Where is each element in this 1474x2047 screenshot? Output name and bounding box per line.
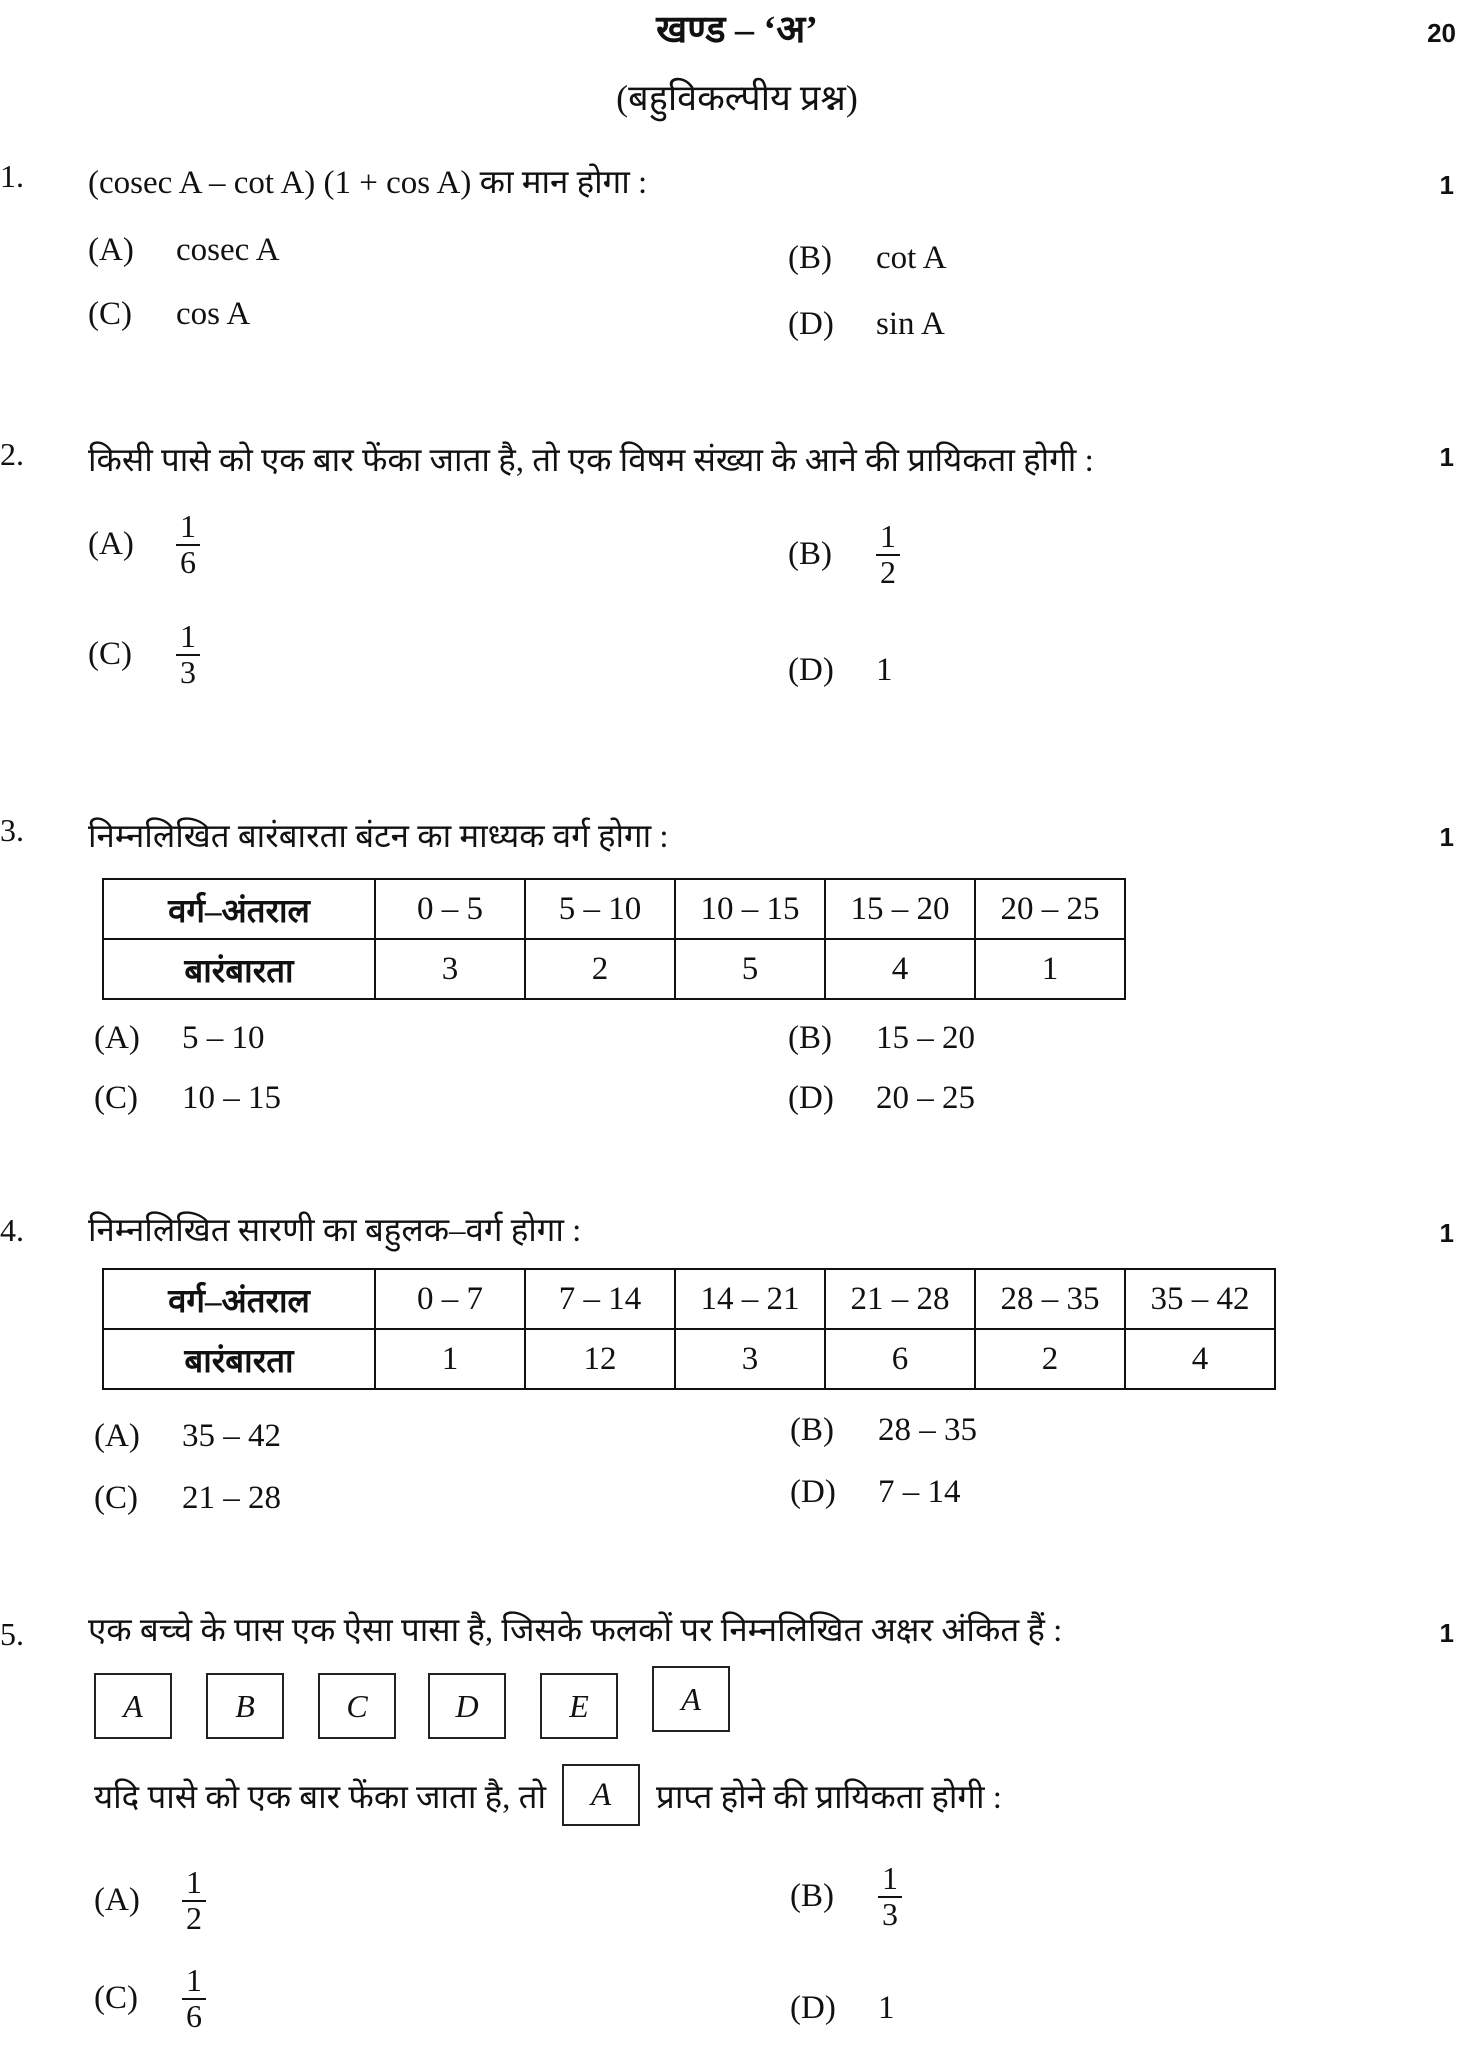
table-row-head: वर्ग–अंतराल — [103, 1269, 375, 1329]
option-label: (B) — [788, 240, 832, 276]
option-b — [790, 1862, 902, 1931]
option-b — [788, 1020, 975, 1057]
option-label: (D) — [788, 306, 834, 342]
option-label: (A) — [88, 526, 134, 563]
denominator: 2 — [186, 1899, 202, 1936]
option-d — [788, 1080, 975, 1117]
table-row-head: बारंबारता — [103, 939, 375, 999]
die-face-box: C — [318, 1673, 396, 1739]
question-text: (cosec A – cot A) (1 + cos A) का मान होगा : — [88, 165, 648, 201]
option-value: cot A — [876, 240, 947, 276]
option-label: (C) — [88, 296, 132, 332]
table-cell: 1 — [375, 1329, 525, 1389]
table-cell: 5 – 10 — [525, 879, 675, 939]
table-cell: 7 – 14 — [525, 1269, 675, 1329]
denominator: 6 — [180, 543, 196, 580]
question-marks: 1 — [1439, 442, 1454, 472]
table-row-head: बारंबारता — [103, 1329, 375, 1389]
table-cell: 14 – 21 — [675, 1269, 825, 1329]
option-label: (A) — [88, 232, 134, 268]
table-cell: 28 – 35 — [975, 1269, 1125, 1329]
table-cell: 10 – 15 — [675, 879, 825, 939]
table-cell: 4 — [825, 939, 975, 999]
numerator: 1 — [176, 620, 200, 656]
option-label: (D) — [790, 1474, 836, 1510]
option-label: (B) — [790, 1412, 834, 1448]
table-cell: 6 — [825, 1329, 975, 1389]
table-cell: 15 – 20 — [825, 879, 975, 939]
fraction — [176, 620, 200, 689]
inline-face-box: A — [562, 1764, 640, 1826]
die-face-box: D — [428, 1673, 506, 1739]
table-cell: 20 – 25 — [975, 879, 1125, 939]
table-cell: 0 – 7 — [375, 1269, 525, 1329]
numerator: 1 — [876, 520, 900, 556]
option-label: (C) — [94, 1080, 138, 1116]
table-cell: 35 – 42 — [1125, 1269, 1275, 1329]
option-b — [788, 240, 947, 277]
question-number: 3. — [0, 812, 24, 848]
die-face-box: A — [652, 1666, 730, 1732]
option-label: (C) — [94, 1480, 138, 1516]
option-value: 1 — [878, 1990, 895, 2026]
section-subtitle: (बहुविकल्पीय प्रश्न) — [616, 78, 858, 118]
die-face-box: B — [206, 1673, 284, 1739]
question-text: किसी पासे को एक बार फेंका जाता है, तो एक विषम संख्या के आने की प्रायिकता होगी : — [88, 443, 1094, 479]
option-c — [88, 620, 200, 689]
option-value: 28 – 35 — [878, 1412, 977, 1448]
question-marks: 1 — [1439, 1618, 1454, 1648]
section-title: खण्ड – ‘अ’ — [656, 9, 818, 51]
option-label: (A) — [94, 1418, 140, 1454]
question-number: 1. — [0, 158, 24, 194]
table-cell: 2 — [525, 939, 675, 999]
table-cell: 2 — [975, 1329, 1125, 1389]
table-row — [103, 1329, 1275, 1389]
table-cell: 3 — [675, 1329, 825, 1389]
option-label: (B) — [790, 1878, 834, 1915]
followup-line — [94, 1764, 1002, 1826]
option-value: cos A — [176, 296, 251, 332]
die-face-box: E — [540, 1673, 618, 1739]
denominator: 2 — [880, 553, 896, 590]
option-value: 7 – 14 — [878, 1474, 961, 1510]
numerator: 1 — [176, 510, 200, 546]
option-label: (A) — [94, 1020, 140, 1056]
numerator: 1 — [182, 1866, 206, 1902]
question-number: 2. — [0, 436, 24, 472]
option-value: 10 – 15 — [182, 1080, 281, 1116]
followup-text-before: यदि पासे को एक बार फेंका जाता है, तो — [94, 1779, 547, 1816]
option-label: (D) — [790, 1990, 836, 2026]
die-face-box: A — [94, 1673, 172, 1739]
table-row — [103, 939, 1125, 999]
frequency-table — [102, 878, 1126, 1000]
table-cell: 21 – 28 — [825, 1269, 975, 1329]
option-d — [790, 1474, 961, 1511]
table-cell: 12 — [525, 1329, 675, 1389]
table-row-head: वर्ग–अंतराल — [103, 879, 375, 939]
option-value: 15 – 20 — [876, 1020, 975, 1056]
option-value: 21 – 28 — [182, 1480, 281, 1516]
option-c — [94, 1080, 281, 1117]
frequency-table — [102, 1268, 1276, 1390]
option-value: sin A — [876, 306, 945, 342]
denominator: 3 — [180, 653, 196, 690]
fraction — [182, 1964, 206, 2033]
question-marks: 1 — [1439, 822, 1454, 852]
option-a — [88, 510, 200, 579]
option-c — [88, 296, 250, 333]
table-row — [103, 879, 1125, 939]
table-cell: 1 — [975, 939, 1125, 999]
denominator: 3 — [882, 1895, 898, 1932]
question-text: एक बच्चे के पास एक ऐसा पासा है, जिसके फलकों पर निम्नलिखित अक्षर अंकित हैं : — [88, 1613, 1063, 1649]
option-d — [788, 306, 945, 343]
option-b — [788, 520, 900, 589]
option-c — [94, 1480, 281, 1517]
fraction — [876, 520, 900, 589]
option-value: 20 – 25 — [876, 1080, 975, 1116]
option-label: (B) — [788, 1020, 832, 1056]
option-label: (C) — [88, 636, 132, 673]
numerator: 1 — [182, 1964, 206, 2000]
table-cell: 5 — [675, 939, 825, 999]
option-value: cosec A — [176, 232, 280, 268]
option-c — [94, 1964, 206, 2033]
option-value: 5 – 10 — [182, 1020, 265, 1056]
table-row — [103, 1269, 1275, 1329]
question-marks: 1 — [1439, 170, 1454, 200]
option-label: (A) — [94, 1882, 140, 1919]
table-cell: 3 — [375, 939, 525, 999]
question-number: 5. — [0, 1616, 24, 1652]
option-d — [790, 1990, 895, 2027]
fraction — [176, 510, 200, 579]
option-label: (B) — [788, 536, 832, 573]
page-number: 20 — [1427, 18, 1456, 48]
followup-text-after: प्राप्त होने की प्रायिकता होगी : — [656, 1779, 1002, 1816]
option-a — [88, 232, 280, 269]
question-number: 4. — [0, 1212, 24, 1248]
option-label: (C) — [94, 1980, 138, 2017]
table-cell: 0 – 5 — [375, 879, 525, 939]
option-value: 35 – 42 — [182, 1418, 281, 1454]
question-text: निम्नलिखित बारंबारता बंटन का माध्यक वर्ग होगा : — [88, 819, 669, 855]
option-label: (D) — [788, 652, 834, 688]
question-text: निम्नलिखित सारणी का बहुलक–वर्ग होगा : — [88, 1213, 582, 1249]
option-a — [94, 1020, 265, 1057]
option-b — [790, 1412, 977, 1449]
option-value: 1 — [876, 652, 893, 688]
table-cell: 4 — [1125, 1329, 1275, 1389]
question-marks: 1 — [1439, 1218, 1454, 1248]
fraction — [878, 1862, 902, 1931]
option-d — [788, 652, 893, 689]
option-a — [94, 1418, 281, 1455]
numerator: 1 — [878, 1862, 902, 1898]
fraction — [182, 1866, 206, 1935]
option-a — [94, 1866, 206, 1935]
option-label: (D) — [788, 1080, 834, 1116]
denominator: 6 — [186, 1997, 202, 2034]
